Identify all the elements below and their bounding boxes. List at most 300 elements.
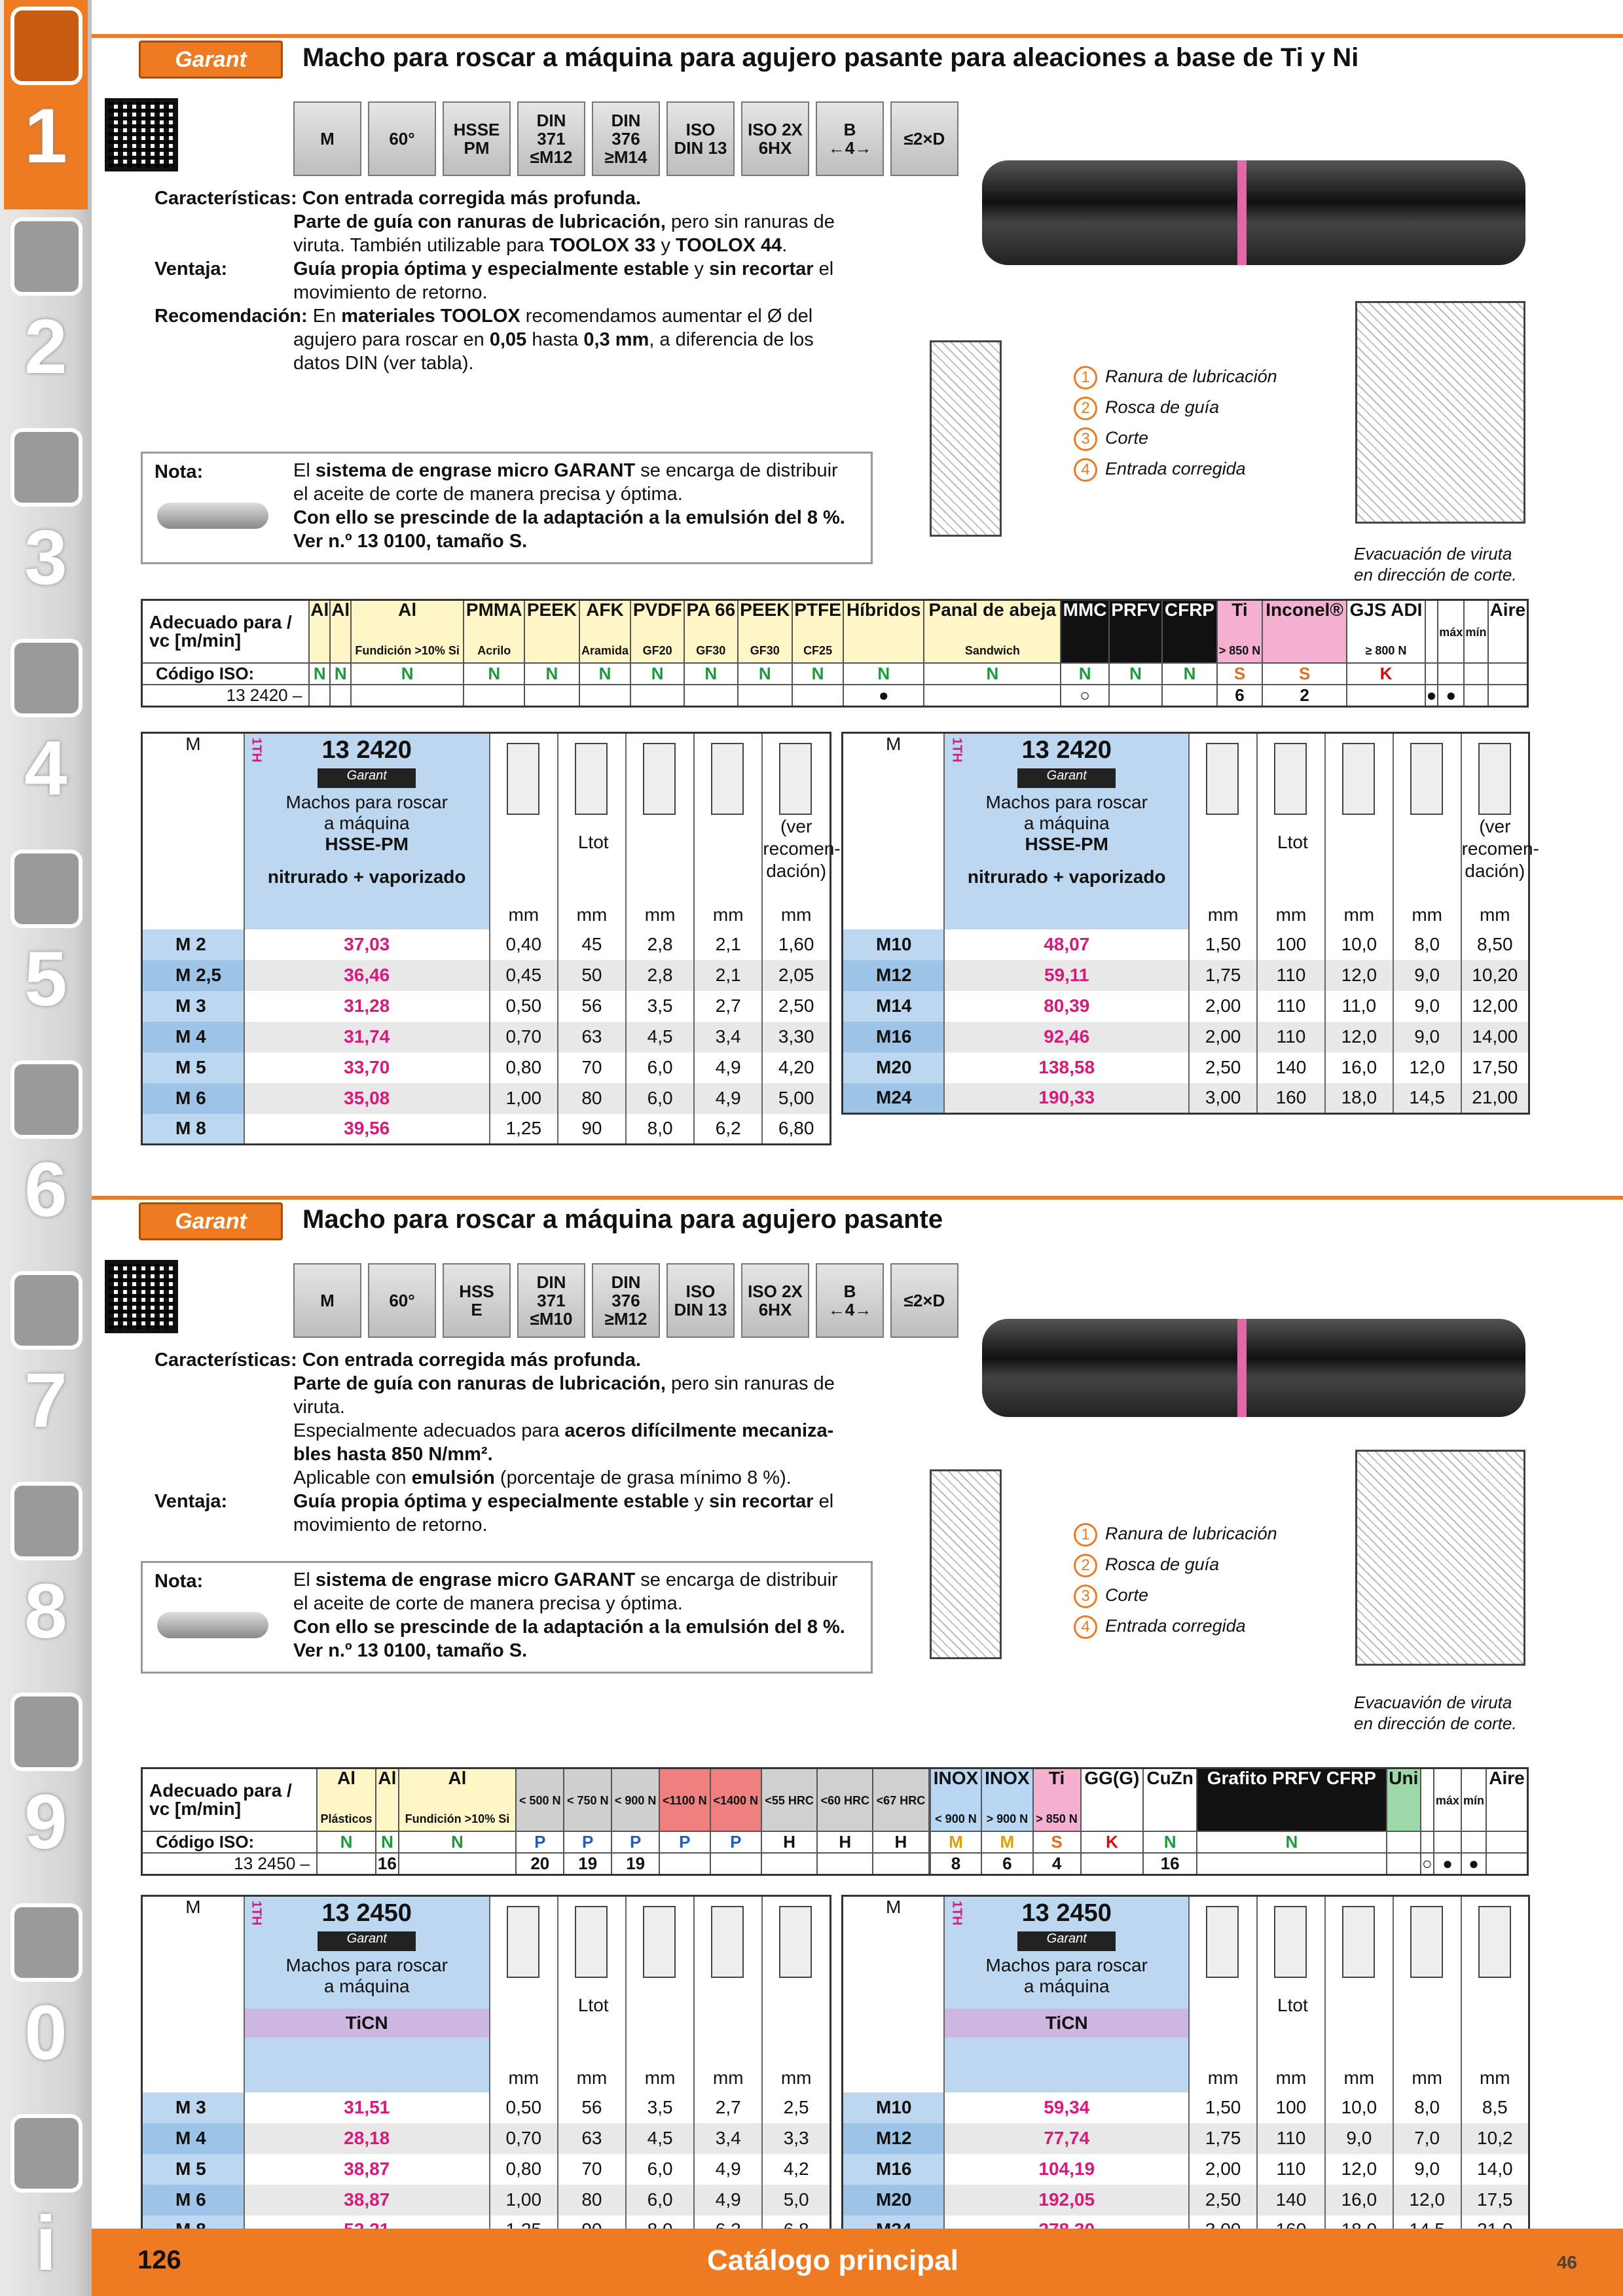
symbol-text: HSS (459, 1282, 494, 1301)
legend-text: Entrada corregida (1105, 1616, 1246, 1636)
code-cell: 19 (611, 1853, 659, 1875)
tap-detail-drawing (930, 340, 1002, 537)
symbol-text: ≥M14 (604, 147, 647, 167)
feature-line: movimiento de retorno. (293, 1515, 488, 1535)
code-label: 13 2450 – (142, 1853, 317, 1875)
data-cell: 80 (558, 1083, 626, 1114)
data-cell: 35,08 (244, 1083, 490, 1114)
iso-cell: N (1061, 663, 1108, 685)
section-line (92, 1196, 1623, 1200)
bore-note: dación) (1465, 861, 1525, 881)
data-cell: M 4 (142, 1022, 244, 1052)
unit-label: mm (780, 904, 812, 925)
data-row (843, 929, 1529, 960)
legend-number: 1 (1074, 1523, 1097, 1547)
legend-number: 3 (1074, 1585, 1097, 1608)
legend-item (1074, 423, 1277, 454)
data-cell: 31,51 (244, 2092, 490, 2123)
data-cell: 6,0 (626, 2185, 694, 2215)
data-cell: 1,00 (490, 1083, 558, 1114)
code-cell (351, 685, 464, 707)
material-column: PA 66 GF30 (684, 600, 738, 663)
code-cell (309, 685, 330, 707)
dim-header (558, 1896, 626, 2092)
code-cell (330, 685, 351, 707)
dim-header (1461, 1896, 1529, 2092)
symbol-box (666, 1263, 735, 1338)
material-column: MMC (1061, 600, 1108, 663)
nota-label: Nota: (155, 461, 204, 482)
symbol-box (592, 1263, 660, 1338)
ltot-label: Ltot (1277, 1995, 1308, 2015)
data-cell: 100 (1257, 2092, 1325, 2123)
iso-cell: N (1143, 1831, 1197, 1853)
nota-line: el aceite de corte de manera precisa y óptima. (293, 1593, 683, 1614)
iso-cell: H (873, 1831, 928, 1853)
data-row (142, 1114, 831, 1145)
data-cell: 8,50 (1461, 929, 1529, 960)
data-cell: 38,87 (244, 2185, 490, 2215)
iso-cell: P (710, 1831, 762, 1853)
symbol-text: HSSE (453, 120, 500, 139)
symbol-box (890, 1263, 958, 1338)
data-cell: 17,5 (1461, 2185, 1529, 2215)
data-cell: 5,00 (762, 1083, 830, 1114)
tool-ring (1237, 1319, 1247, 1417)
unit-label: mm (576, 2067, 608, 2088)
data-cell: 2,7 (694, 2092, 762, 2123)
data-cell: 36,46 (244, 960, 490, 991)
material-column: PRFV (1109, 600, 1163, 663)
material-column: <1400 N (710, 1768, 762, 1831)
data-cell: 14,00 (1461, 1022, 1529, 1052)
section-line (92, 34, 1623, 38)
iso-cell: N (524, 663, 579, 685)
symbol-text: DIN (611, 1272, 641, 1292)
data-cell: 3,30 (762, 1022, 830, 1052)
code-cell (924, 685, 1061, 707)
iso-cell (1434, 1831, 1461, 1853)
iso-row (142, 1831, 1528, 1853)
nota-line: El sistema de engrase micro GARANT se encarga de distribuir (293, 1570, 838, 1590)
material-table (141, 1767, 1529, 1876)
material-column: AFK Aramida (579, 600, 631, 663)
bore-note: recomen- (1461, 838, 1539, 859)
symbol-text: B (843, 1282, 856, 1301)
dim-header (1325, 1896, 1393, 2092)
code-cell (1486, 1853, 1528, 1875)
material-column (1425, 600, 1438, 663)
data-cell: 2,50 (762, 991, 830, 1022)
article-header (944, 733, 1189, 929)
dim-header (694, 733, 762, 929)
feature-line: viruta. (293, 1397, 345, 1418)
tool-photo (982, 1319, 1525, 1417)
data-cell: 0,50 (490, 991, 558, 1022)
material-column: CFRP (1162, 600, 1216, 663)
feature-line: Características: Con entrada corregida más profunda. (155, 188, 641, 209)
code-cell: ○ (1061, 685, 1108, 707)
iso-cell: N (399, 1831, 517, 1853)
material-column: Ti > 850 N (1217, 600, 1263, 663)
tolerance-label: 1TH (949, 1901, 964, 1926)
article-number: 13 2420 (1021, 736, 1112, 764)
feature-line: datos DIN (ver tabla). (293, 353, 474, 374)
feature-line: viruta. También utilizable para TOOLOX 33 y TOOLOX 44. (293, 235, 788, 256)
data-cell: 12,0 (1325, 960, 1393, 991)
nota-label: Nota: (155, 1571, 204, 1592)
symbol-text: ←4→ (828, 1300, 872, 1319)
material-column: <67 HRC (873, 1768, 928, 1831)
data-cell: M 2 (142, 929, 244, 960)
iso-cell: K (1347, 663, 1425, 685)
data-cell: 56 (558, 991, 626, 1022)
footer-title: Catálogo principal (707, 2244, 958, 2276)
iso-cell: H (817, 1831, 873, 1853)
legend-text: Corte (1105, 428, 1149, 448)
data-header (843, 733, 1529, 929)
article-number: 13 2450 (321, 1899, 412, 1927)
symbol-box (517, 1263, 585, 1338)
dim-header (762, 1896, 830, 2092)
data-cell: 4,5 (626, 1022, 694, 1052)
material-header-row (142, 600, 1528, 663)
data-cell: 7,0 (1393, 2123, 1461, 2154)
feature-line: Recomendación: En materiales TOOLOX recomendamos aumentar el Ø del (155, 306, 813, 327)
data-row (843, 2185, 1529, 2215)
material-table (141, 599, 1529, 708)
article-desc: HSSE-PM (325, 834, 409, 854)
unit-label: mm (1207, 904, 1239, 925)
symbol-text: ≤M12 (530, 147, 573, 167)
data-cell: 28,18 (244, 2123, 490, 2154)
article-desc: Machos para roscar (285, 1955, 448, 1975)
m-header: M (843, 733, 945, 929)
dim-drawing (507, 743, 539, 815)
material-column: Al (309, 600, 330, 663)
iso-cell: M (981, 1831, 1032, 1853)
dim-drawing (1478, 743, 1511, 815)
dim-header (490, 1896, 558, 2092)
data-cell: 77,74 (944, 2123, 1189, 2154)
chip-caption (1354, 543, 1517, 585)
data-cell: 17,50 (1461, 1052, 1529, 1083)
tolerance-label: 1TH (249, 738, 264, 762)
section-title: Macho para roscar a máquina para agujero pasante para aleaciones a base de Ti y Ni (302, 43, 1359, 72)
material-column: Aire (1486, 1768, 1528, 1831)
iso-row (142, 663, 1528, 685)
data-cell: 110 (1257, 2123, 1325, 2154)
data-cell: 1,00 (490, 2185, 558, 2215)
dim-drawing (575, 743, 608, 815)
chapter-number: i (35, 2200, 57, 2287)
dim-header (558, 733, 626, 929)
chip-caption (1354, 1692, 1517, 1734)
unit-label: mm (1343, 2067, 1375, 2088)
unit-label: mm (712, 2067, 744, 2088)
symbol-text: ≤2×D (903, 1291, 945, 1310)
nota-box (141, 1561, 873, 1674)
data-header (142, 1896, 831, 2092)
data-row (142, 960, 831, 991)
unit-label: mm (712, 904, 744, 925)
iso-label: Código ISO: (142, 1831, 317, 1853)
data-cell: 70 (558, 1052, 626, 1083)
material-column: INOX > 900 N (981, 1768, 1032, 1831)
material-column: INOX < 900 N (930, 1768, 981, 1831)
chapter-number: 2 (24, 304, 67, 390)
data-row (142, 2092, 831, 2123)
dim-drawing (507, 1906, 539, 1978)
unit-label: mm (1275, 904, 1307, 925)
material-column: Al Fundición >10% Si (399, 1768, 517, 1831)
data-cell: 110 (1257, 960, 1325, 991)
data-row (142, 2154, 831, 2185)
data-cell: 9,0 (1393, 960, 1461, 991)
data-cell: M 6 (142, 2185, 244, 2215)
material-column: <1100 N (659, 1768, 710, 1831)
small-logo: Garant (318, 1931, 416, 1951)
product-section-1 (0, 1162, 1623, 2296)
symbol-box (890, 101, 958, 176)
code-cell: 8 (930, 1853, 981, 1875)
data-cell: M 5 (142, 1052, 244, 1083)
symbol-text: ←4→ (828, 138, 872, 158)
material-column: Inconel® (1262, 600, 1346, 663)
data-cell: 9,0 (1393, 1022, 1461, 1052)
data-cell: 1,60 (762, 929, 830, 960)
article-desc: a máquina (323, 813, 410, 833)
symbol-text: PM (464, 138, 490, 158)
code-cell (399, 1853, 517, 1875)
data-row (142, 1022, 831, 1052)
dim-drawing (1478, 1906, 1511, 1978)
data-cell: 70 (558, 2154, 626, 2185)
code-cell: ○ (1421, 1853, 1434, 1875)
bore-note: recomen- (763, 838, 841, 859)
code-cell (630, 685, 684, 707)
symbol-text: ISO 2X (748, 120, 803, 139)
data-cell: 3,4 (694, 2123, 762, 2154)
data-cell: 9,0 (1393, 991, 1461, 1022)
data-cell: 0,80 (490, 2154, 558, 2185)
symbol-text: ISO (685, 120, 716, 139)
legend-item (1074, 392, 1277, 423)
data-cell: 140 (1257, 1052, 1325, 1083)
data-cell: 14,0 (1461, 2154, 1529, 2185)
data-row (843, 960, 1529, 991)
data-row (843, 2154, 1529, 2185)
code-cell (1347, 685, 1425, 707)
data-cell: 0,40 (490, 929, 558, 960)
material-column: Al Plásticos (317, 1768, 376, 1831)
code-row (142, 1853, 1528, 1875)
data-cell: 12,0 (1393, 2185, 1461, 2215)
coating-label: TiCN (945, 2009, 1188, 2037)
iso-cell: N (684, 663, 738, 685)
feature-line: Aplicable con emulsión (porcentaje de grasa mínimo 8 %). (293, 1467, 792, 1488)
data-cell: 10,0 (1325, 929, 1393, 960)
nota-line: el aceite de corte de manera precisa y óptima. (293, 484, 683, 505)
iso-cell: N (464, 663, 524, 685)
code-cell (1081, 1853, 1144, 1875)
material-column: <60 HRC (817, 1768, 873, 1831)
iso-label: Código ISO: (142, 663, 310, 685)
legend-item (1074, 361, 1277, 392)
dim-drawing (575, 1906, 608, 1978)
legend-item (1074, 1518, 1277, 1549)
feature-line: agujero para roscar en 0,05 hasta 0,3 mm, a diferencia de los (293, 329, 814, 350)
symbol-box (816, 101, 884, 176)
data-cell: 138,58 (944, 1052, 1189, 1083)
tolerance-label: 1TH (249, 1901, 264, 1926)
data-cell: 48,07 (944, 929, 1189, 960)
data-table-right (841, 732, 1539, 1115)
data-cell: M 8 (142, 1114, 244, 1145)
garant-logo: Garant (139, 1202, 283, 1240)
iso-cell: N (843, 663, 924, 685)
data-cell: 110 (1257, 1022, 1325, 1052)
data-cell: M20 (843, 1052, 945, 1083)
symbol-text: ISO (685, 1282, 716, 1301)
dim-header (626, 733, 694, 929)
data-cell: 2,50 (1189, 1052, 1257, 1083)
symbol-text: ≤M10 (530, 1309, 573, 1329)
code-cell (1464, 685, 1487, 707)
material-column: máx (1438, 600, 1464, 663)
unit-label: mm (1207, 2067, 1239, 2088)
symbol-text: DIN 13 (674, 1300, 727, 1319)
article-number: 13 2420 (321, 736, 412, 764)
unit-label: mm (1479, 2067, 1510, 2088)
data-cell: 2,8 (626, 960, 694, 991)
symbol-text: 371 (537, 129, 566, 149)
code-label: 13 2420 – (142, 685, 310, 707)
code-cell: 19 (564, 1853, 611, 1875)
code-cell (1488, 685, 1528, 707)
bore-note: (ver (1479, 816, 1511, 836)
symbol-box (443, 1263, 511, 1338)
nota-line: Ver n.º 13 0100, tamaño S. (293, 531, 528, 552)
legend-item (1074, 454, 1277, 484)
data-cell: 16,0 (1325, 1052, 1393, 1083)
material-column: < 900 N (611, 1768, 659, 1831)
legend-item (1074, 1611, 1277, 1641)
code-cell (317, 1853, 376, 1875)
data-cell: 0,50 (490, 2092, 558, 2123)
data-cell: 63 (558, 2123, 626, 2154)
article-desc: Machos para roscar (985, 792, 1148, 812)
dim-drawing (1274, 743, 1307, 815)
data-cell: 140 (1257, 2185, 1325, 2215)
material-column: PTFE CF25 (792, 600, 843, 663)
article-desc: Machos para roscar (285, 792, 448, 812)
symbol-text: 60° (389, 1291, 415, 1310)
ltot-label: Ltot (1277, 832, 1308, 852)
feature-line: Especialmente adecuados para aceros difícilmente mecaniza- (293, 1420, 834, 1441)
data-cell: 1,75 (1189, 960, 1257, 991)
code-cell: 6 (981, 1853, 1032, 1875)
data-cell: 50 (558, 960, 626, 991)
iso-cell: P (516, 1831, 564, 1853)
garant-logo: Garant (139, 41, 283, 79)
data-cell: 104,19 (944, 2154, 1189, 2185)
data-cell: 8,5 (1461, 2092, 1529, 2123)
data-table-left (141, 1895, 831, 2247)
data-cell: 3,3 (762, 2123, 830, 2154)
code-cell (524, 685, 579, 707)
iso-cell: S (1217, 663, 1263, 685)
ltot-label: Ltot (577, 1995, 609, 2015)
material-column: < 750 N (564, 1768, 611, 1831)
data-cell: 1,50 (1189, 929, 1257, 960)
material-column: Al (330, 600, 351, 663)
data-cell: 31,28 (244, 991, 490, 1022)
symbol-box (368, 1263, 436, 1338)
symbol-text: M (320, 1291, 335, 1310)
iso-cell (1461, 1831, 1486, 1853)
hole-section-drawing (1355, 301, 1525, 524)
data-cell: 1,25 (490, 1114, 558, 1145)
data-cell: 45 (558, 929, 626, 960)
symbol-text: DIN (611, 111, 641, 130)
unit-label: mm (576, 904, 608, 925)
data-table-left (141, 732, 841, 1145)
symbol-text: 60° (389, 129, 415, 149)
dim-drawing (711, 1906, 744, 1978)
data-cell: 100 (1257, 929, 1325, 960)
coating-label: TiCN (245, 2009, 489, 2037)
dim-header (1461, 733, 1539, 929)
data-cell: 110 (1257, 991, 1325, 1022)
data-cell: M 3 (142, 991, 244, 1022)
data-row (843, 2092, 1529, 2123)
code-cell (738, 685, 792, 707)
unit-label: mm (508, 2067, 539, 2088)
symbol-text: 376 (611, 1291, 640, 1310)
code-cell (792, 685, 843, 707)
unit-label: mm (1412, 904, 1442, 925)
dim-header (626, 1896, 694, 2092)
small-logo: Garant (1017, 1931, 1116, 1951)
data-cell: 31,74 (244, 1022, 490, 1052)
article-desc: a máquina (323, 1976, 410, 1996)
data-cell: 9,0 (1325, 2123, 1393, 2154)
data-cell: 2,00 (1189, 2154, 1257, 2185)
data-cell: 110 (1257, 2154, 1325, 2185)
ltot-label: Ltot (577, 832, 609, 852)
code-cell (684, 685, 738, 707)
data-row (843, 2123, 1529, 2154)
data-cell: 37,03 (244, 929, 490, 960)
data-cell: 4,9 (694, 2185, 762, 2215)
code-cell (817, 1853, 873, 1875)
chapter-number: 0 (24, 1990, 67, 2076)
dim-header (1257, 733, 1325, 929)
data-cell: 8,0 (1393, 2092, 1461, 2123)
iso-cell: N (309, 663, 330, 685)
material-column: GJS ADI ≥ 800 N (1347, 600, 1425, 663)
material-column: <55 HRC (761, 1768, 817, 1831)
data-row (142, 929, 831, 960)
data-cell: 10,2 (1461, 2123, 1529, 2154)
data-cell: 6,0 (626, 1052, 694, 1083)
iso-cell: N (351, 663, 464, 685)
data-cell: 10,20 (1461, 960, 1529, 991)
dim-drawing (1206, 1906, 1239, 1978)
material-column: PMMA Acrilo (464, 600, 524, 663)
feature-label: Ventaja: (155, 1491, 228, 1512)
